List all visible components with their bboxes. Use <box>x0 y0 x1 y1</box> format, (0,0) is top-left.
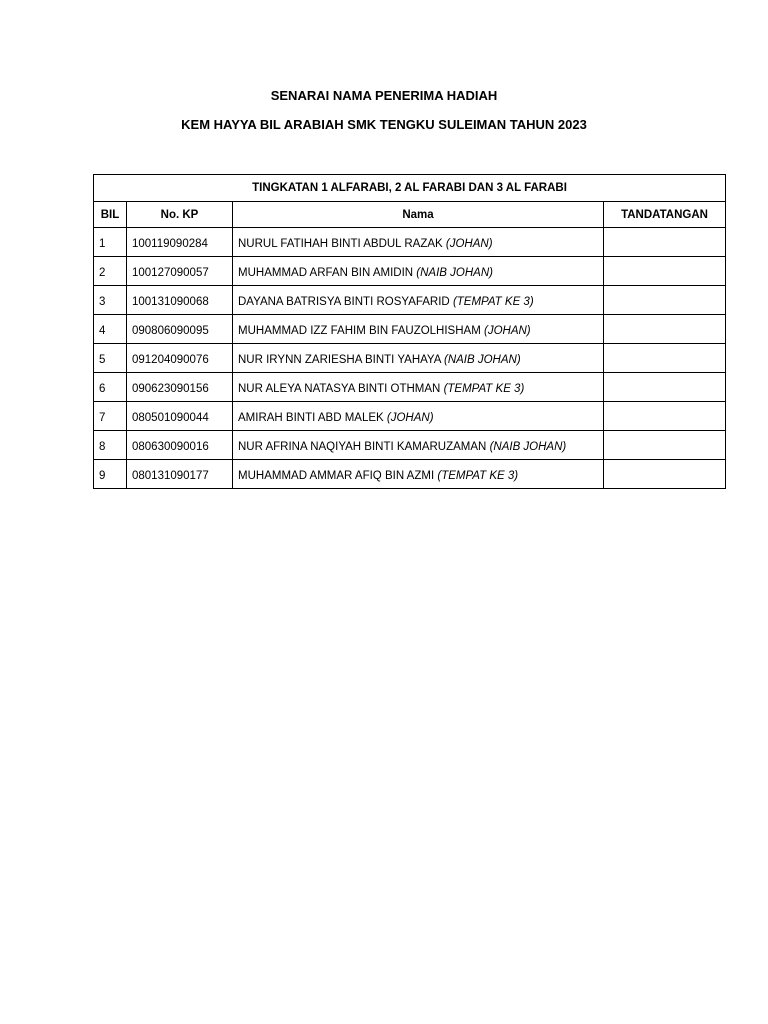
cell-no-kp: 080131090177 <box>127 460 233 489</box>
cell-nama <box>233 286 604 315</box>
cell-nama <box>233 373 604 402</box>
cell-nama <box>233 228 604 257</box>
table-row <box>94 228 726 257</box>
cell-tandatangan <box>604 257 726 286</box>
cell-no-kp: 100131090068 <box>127 286 233 315</box>
award-label: (JOHAN) <box>386 411 434 424</box>
cell-nama <box>233 402 604 431</box>
document-title: SENARAI NAMA PENERIMA HADIAH <box>270 88 498 103</box>
recipient-name: NUR AFRINA NAQIYAH BINTI KAMARUZAMAN <box>238 440 487 453</box>
award-label: (NAIB JOHAN) <box>444 353 521 366</box>
cell-nama <box>233 431 604 460</box>
award-label: (NAIB JOHAN) <box>489 440 567 453</box>
cell-bil: 1 <box>94 228 127 257</box>
table-row <box>94 431 726 460</box>
recipients-table <box>93 174 726 489</box>
table-row <box>94 373 726 402</box>
cell-nama <box>233 460 604 489</box>
cell-no-kp: 100119090284 <box>127 228 233 257</box>
table-row <box>94 460 726 489</box>
recipient-name: MUHAMMAD IZZ FAHIM BIN FAUZOLHISHAM <box>238 324 481 337</box>
award-label: (JOHAN) <box>484 324 531 337</box>
cell-tandatangan <box>604 431 726 460</box>
column-header-no-kp: No. KP <box>127 202 233 228</box>
cell-bil: 4 <box>94 315 127 344</box>
table-header-row <box>94 202 726 228</box>
table-row <box>94 315 726 344</box>
table-row <box>94 286 726 315</box>
cell-tandatangan <box>604 228 726 257</box>
cell-nama <box>233 344 604 373</box>
column-header-nama: Nama <box>233 202 604 228</box>
table-body <box>94 228 726 489</box>
recipient-name: DAYANA BATRISYA BINTI ROSYAFARID <box>238 295 450 308</box>
recipient-name: MUHAMMAD AMMAR AFIQ BIN AZMI <box>238 469 435 482</box>
table-row <box>94 344 726 373</box>
cell-bil: 6 <box>94 373 127 402</box>
column-header-bil: BIL <box>94 202 127 228</box>
cell-tandatangan <box>604 286 726 315</box>
award-label: (TEMPAT KE 3) <box>443 382 525 395</box>
table-row <box>94 402 726 431</box>
cell-no-kp: 090623090156 <box>127 373 233 402</box>
column-header-tandatangan: TANDATANGAN <box>604 202 726 228</box>
cell-tandatangan <box>604 460 726 489</box>
cell-no-kp: 080501090044 <box>127 402 233 431</box>
cell-nama <box>233 257 604 286</box>
cell-bil: 9 <box>94 460 127 489</box>
cell-nama <box>233 315 604 344</box>
cell-bil: 7 <box>94 402 127 431</box>
table-row <box>94 257 726 286</box>
cell-tandatangan <box>604 402 726 431</box>
cell-tandatangan <box>604 344 726 373</box>
cell-bil: 2 <box>94 257 127 286</box>
recipient-name: MUHAMMAD ARFAN BIN AMIDIN <box>238 266 414 279</box>
group-header: TINGKATAN 1 ALFARABI, 2 AL FARABI DAN 3 AL FARABI <box>94 175 726 202</box>
cell-bil: 3 <box>94 286 127 315</box>
cell-tandatangan <box>604 373 726 402</box>
document-subtitle: KEM HAYYA BIL ARABIAH SMK TENGKU SULEIMAN TAHUN 2023 <box>181 117 587 132</box>
cell-no-kp: 100127090057 <box>127 257 233 286</box>
cell-no-kp: 090806090095 <box>127 315 233 344</box>
cell-bil: 8 <box>94 431 127 460</box>
award-label: (JOHAN) <box>445 237 493 250</box>
cell-no-kp: 080630090016 <box>127 431 233 460</box>
recipient-name: AMIRAH BINTI ABD MALEK <box>238 411 384 424</box>
cell-no-kp: 091204090076 <box>127 344 233 373</box>
cell-bil: 5 <box>94 344 127 373</box>
cell-tandatangan <box>604 315 726 344</box>
award-label: (NAIB JOHAN) <box>416 266 493 279</box>
table-group-header-row <box>94 175 726 202</box>
recipient-name: NURUL FATIHAH BINTI ABDUL RAZAK <box>238 237 443 250</box>
award-label: (TEMPAT KE 3) <box>452 295 534 308</box>
recipient-name: NUR IRYNN ZARIESHA BINTI YAHAYA <box>238 353 441 366</box>
award-label: (TEMPAT KE 3) <box>437 469 519 482</box>
recipient-name: NUR ALEYA NATASYA BINTI OTHMAN <box>238 382 441 395</box>
